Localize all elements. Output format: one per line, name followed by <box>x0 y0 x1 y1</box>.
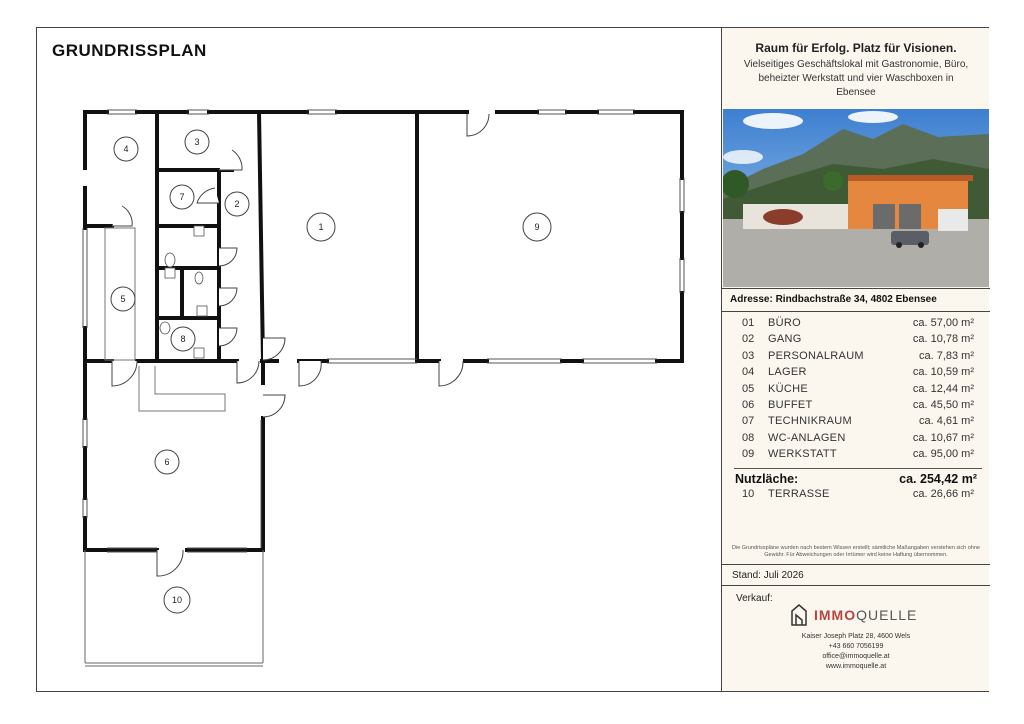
doors <box>112 114 489 576</box>
room-num: 04 <box>742 366 755 379</box>
total-area-row <box>734 468 982 488</box>
room-area: ca. 57,00 m² <box>912 317 974 329</box>
room-number-1: 1 <box>318 222 324 232</box>
total-area: ca. 254,42 m² <box>899 471 977 486</box>
room-area: ca. 10,59 m² <box>912 366 974 379</box>
logo-mark-icon <box>790 604 808 626</box>
logo-text-quelle: QUELLE <box>856 607 918 623</box>
info-panel <box>721 28 989 691</box>
room-num: 09 <box>742 448 755 461</box>
room-name: TERRASSE <box>768 487 830 500</box>
room-name: WC-ANLAGEN <box>768 431 846 444</box>
total-label: Nutzläche: <box>735 471 799 486</box>
room-number-2: 2 <box>234 199 240 209</box>
room-area: ca. 12,44 m² <box>912 382 974 395</box>
contact-web[interactable]: www.immoquelle.at <box>825 663 887 670</box>
room-area: ca. 26,66 m² <box>912 487 974 500</box>
logo-text <box>814 607 917 623</box>
contact-email[interactable]: office@immoquelle.at <box>822 653 890 660</box>
room-number-7: 7 <box>179 192 185 202</box>
floor-plan-area <box>37 28 721 691</box>
room-row <box>734 415 982 431</box>
contact-block <box>722 632 990 672</box>
floor-plan-sheet <box>36 27 989 692</box>
room-area: ca. 45,50 m² <box>912 398 974 411</box>
logo-text-immo: IMMO <box>814 607 857 623</box>
windows <box>83 110 684 552</box>
room-number-8: 8 <box>180 334 186 344</box>
room-area: ca. 4,61 m² <box>918 415 974 428</box>
room-row <box>734 448 982 464</box>
room-name: KÜCHE <box>768 382 809 395</box>
room-name: BÜRO <box>768 317 801 329</box>
room-row <box>734 317 982 333</box>
disclaimer: Die Grundrisspläne wurden nach bestem Wissen erstellt; sämtliche Maßangaben verstehen sich ohne Gewähr. Für Abweichungen oder Irrtümer wird keine Haftung übernommen. <box>732 545 980 558</box>
contact-street: Kaiser Joseph Platz 28, 4600 Wels <box>801 633 911 640</box>
room-num: 02 <box>742 333 755 346</box>
stand-date: Stand: Juli 2026 <box>722 564 990 586</box>
room-number-10: 10 <box>171 595 183 605</box>
room-row <box>734 432 982 448</box>
room-num: 03 <box>742 349 755 362</box>
room-row <box>734 383 982 399</box>
room-number-6: 6 <box>164 457 170 467</box>
room-name: TECHNIKRAUM <box>768 415 852 428</box>
terrace-row <box>734 488 982 504</box>
room-number-4: 4 <box>123 144 129 154</box>
room-number-5: 5 <box>120 294 126 304</box>
info-header <box>722 28 990 108</box>
room-row <box>734 350 982 366</box>
plan-title: GRUNDRISSPLAN <box>52 41 207 60</box>
room-name: LAGER <box>768 366 807 379</box>
room-name: GANG <box>768 333 802 346</box>
room-num: 01 <box>742 317 755 329</box>
room-number-3: 3 <box>194 137 200 147</box>
room-list <box>734 317 982 504</box>
immoquelle-logo <box>790 603 917 627</box>
room-area: ca. 7,83 m² <box>918 349 974 362</box>
room-num: 08 <box>742 431 755 444</box>
room-number-9: 9 <box>534 222 540 232</box>
room-area: ca. 10,67 m² <box>912 431 974 444</box>
contact-phone[interactable]: +43 660 7056199 <box>828 643 884 650</box>
room-row <box>734 333 982 349</box>
room-name: BUFFET <box>768 398 813 411</box>
room-row <box>734 366 982 382</box>
room-markers <box>111 130 551 613</box>
subline: Vielseitiges Geschäftslokal mit Gastronomie, Büro, beheizter Werkstatt und vier Waschboxen in Ebensee <box>743 59 969 98</box>
headline: Raum für Erfolg. Platz für Visionen. <box>755 41 957 55</box>
address: Adresse: Rindbachstraße 34, 4802 Ebensee <box>722 288 990 312</box>
room-area: ca. 10,78 m² <box>912 333 974 346</box>
room-num: 05 <box>742 382 755 395</box>
room-area: ca. 95,00 m² <box>912 448 974 461</box>
room-num: 06 <box>742 398 755 411</box>
floor-plan-drawing <box>37 28 721 691</box>
room-name: PERSONALRAUM <box>768 349 864 362</box>
room-name: WERKSTATT <box>768 448 837 461</box>
room-num: 10 <box>742 487 755 500</box>
room-num: 07 <box>742 415 755 428</box>
property-photo <box>723 109 989 287</box>
kauf-label: Verkauf: <box>736 593 773 604</box>
room-row <box>734 399 982 415</box>
